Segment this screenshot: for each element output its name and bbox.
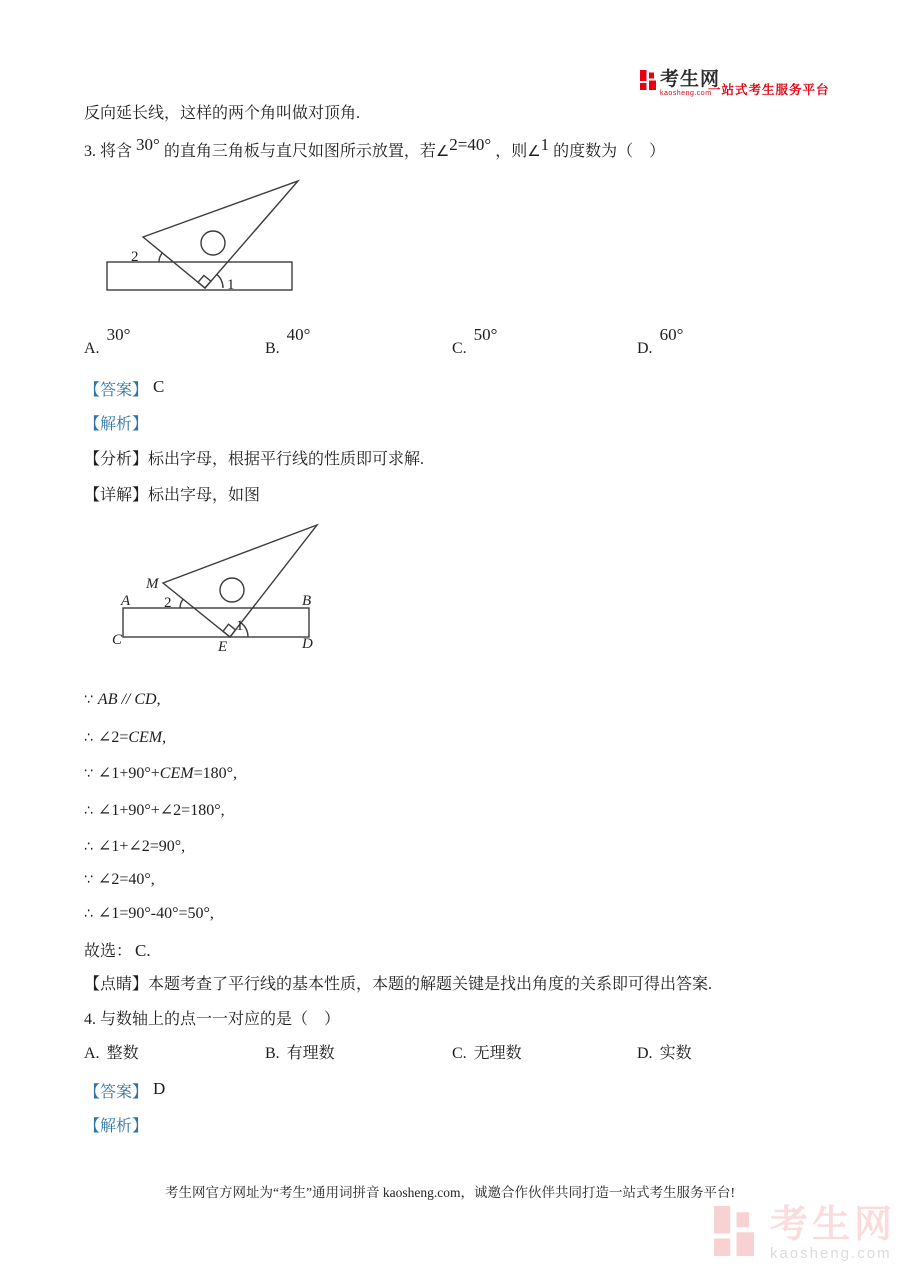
angle2-arc [159,253,162,262]
option-item: B. 有理数 [265,1045,335,1062]
angle-symbol: ∠ [527,142,541,160]
q4-options [0,1044,900,1068]
watermark-brand: 考生网 [770,1204,897,1246]
option-item: C. 无理数 [452,1045,522,1062]
brand-icon [640,70,656,90]
ruler-1 [107,262,292,290]
because-symbol: ∵ [84,872,93,888]
q3-answer-row [84,377,165,400]
right-angle-mark-2 [223,624,236,637]
triangle-hole-2 [220,578,244,602]
option-item: A. 整数 [84,1045,139,1062]
point-C-label: C [112,632,123,648]
q3-options [0,325,900,368]
proof-line: ∵ ∠2=40°, [84,871,155,888]
answer-tag: 【答案】 [84,382,149,399]
angle2-label: 2 [164,595,172,611]
answer-value: C [153,377,165,396]
watermark-domain: kaosheng.com [770,1245,892,1262]
q3-jiexi-row: 【解析】 [84,416,149,433]
proof-line: ∵ AB // CD, [84,691,161,708]
diagram-triangle-ruler-2 [110,517,322,659]
q4-answer-row [84,1079,166,1102]
because-symbol: ∵ [84,766,93,782]
footer-text: 考生网官方网址为“考生”通用词拼音 kaosheng.com，诚邀合作伙伴共同打造一站式考生服务平台! [165,1185,735,1200]
proof-line: ∴ ∠1=90°-40°=50°, [84,905,214,922]
q3-detail-row: 【详解】标出字母，如图 [84,487,261,504]
angle-symbol: ∠ [435,142,450,160]
answer-value: D [153,1079,166,1098]
q4-stem: 4. 与数轴上的点一一对应的是（ ） [84,1011,341,1028]
proof-line: ∴ ∠1+∠2=90°, [84,838,186,855]
diagram-triangle-ruler-1 [100,175,305,300]
angle1-label: 1 [227,277,235,293]
right-angle-mark-1 [198,276,211,289]
ruler-2 [123,608,309,637]
point-A-label: A [121,593,131,609]
q3-analysis-row: 【分析】标出字母，根据平行线的性质即可求解. [84,451,425,468]
option-item: A.30° [84,325,131,357]
proof-line: ∴ ∠1+90°+∠2=180°, [84,802,225,819]
q4-jiexi-row: 【解析】 [84,1118,149,1135]
option-item: B.40° [265,325,311,357]
point-B-label: B [302,593,312,609]
brand-domain: kaosheng.com [660,90,712,97]
answer-tag: 【答案】 [84,1084,149,1101]
q3-number: 3. [84,143,96,160]
option-item: D.60° [637,325,684,357]
triangle-hole-1 [201,231,225,255]
q3-stem: 3. 将含 30° 的直角三角板与直尺如图所示放置，若∠2=40° ，则∠1 的度数为（ ） [84,135,666,160]
watermark [708,1206,896,1261]
q4-number: 4. [84,1011,96,1028]
option-item: C.50° [452,325,498,357]
angle1-arc [217,274,223,288]
point-M-label: M [146,576,159,592]
angle1-label: 1 [236,618,244,634]
point-E-label: E [218,639,228,655]
conclusion-line: 故选： C. [84,941,151,960]
proof-line: ∴ ∠2=CEM, [84,729,167,746]
therefore-symbol: ∴ [84,730,93,746]
brand-name: 考生网 [660,69,721,90]
therefore-symbol: ∴ [84,906,93,922]
q3-tip-row: 【点睛】本题考查了平行线的基本性质，本题的解题关键是找出角度的关系即可得出答案. [84,976,713,993]
angle2-arc [180,599,183,608]
watermark-brand-icon [708,1206,760,1256]
point-D-label: D [302,636,313,652]
angle2-label: 2 [131,249,139,265]
because-symbol: ∵ [84,692,93,708]
therefore-symbol: ∴ [84,803,93,819]
therefore-symbol: ∴ [84,839,93,855]
intro-text: 反向延长线，这样的两个角叫做对顶角. [84,105,361,122]
proof-line: ∵ ∠1+90°+CEM=180°, [84,765,237,782]
brand-tagline: 一站式考生服务平台 [708,83,830,97]
option-item: D. 实数 [637,1045,692,1062]
